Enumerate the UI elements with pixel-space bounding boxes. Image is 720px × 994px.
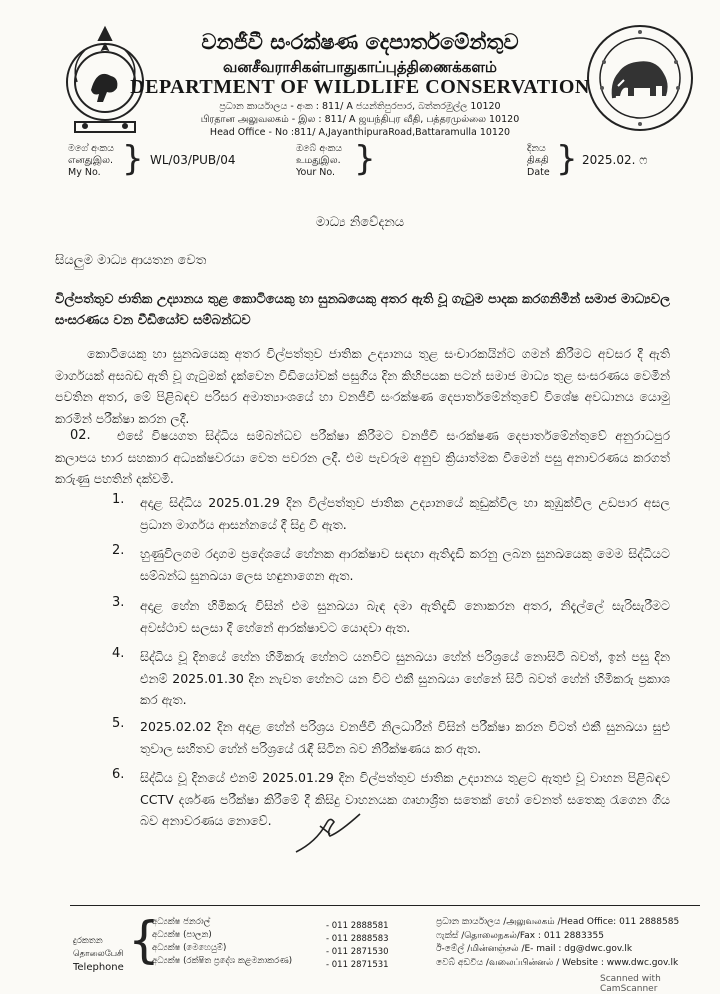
item-5-number: 5. [112, 716, 125, 731]
head-office-phone: ප්‍රධාන කාර්යාලය /அலுவலகம் /Head Office: 011 2888585 [436, 917, 680, 927]
telephone-label-ta: தொலைபேசி [73, 949, 124, 959]
date-label-si: දිනය [527, 143, 546, 154]
your-no-label-si: ඔබේ අංකය [296, 143, 343, 154]
contact-numbers [326, 920, 389, 972]
website-link[interactable]: වෙබ් අඩවිය /வலைப்பின்னல் / Website : www.dwc.gov.lk [436, 957, 679, 968]
brace-icon: { [128, 911, 160, 969]
item-5-text: 2025.02.02 දින අදාළ හේන් පරිශ්‍රය වනජීවී නිලධාරීන් විසින් පරීක්ෂා කරන විටත් එකී සුනඛයා සුළු තුවාල සහිතව හේන් පරිශ්‍රයේ රැඳී සිටින බව නිරීක්ෂණය කර ඇත. [140, 719, 670, 756]
footer-contact-info [436, 916, 679, 970]
email-address[interactable]: ඊ-මේල් /மின்னஞ்சல் /E- mail : dg@dwc.gov.lk [436, 944, 633, 954]
contact-label: අධ්‍යක්ෂ ජනරාල් [152, 917, 211, 927]
footer-divider [70, 905, 700, 906]
date-label-en: Date [527, 167, 550, 178]
item-2-text: හුණුවිලගම රදාගම ප්‍රදේශයේ හේනක ආරක්ෂාව සඳහා ඇතිදැඩි කරනු ලබන සුනඛයෙකු මෙම සිද්ධියට සම්බන්ධ සුනඛයා ලෙස හඳුනාගෙන ඇත. [140, 546, 670, 583]
letterhead-title-sinhala: වනජීවී සංරක්ෂණ දෙපාර්තමේන්තුව [201, 30, 519, 54]
your-no-label-en: Your No. [296, 167, 336, 178]
address-sinhala: ප්‍රධාන කාර්යාලය - අංක : 811/ A ජයන්තිපුරපාර, බත්තරමුල්ල 10120 [219, 101, 501, 112]
paragraph-1: කොටියෙකු හා සුනඛයෙකු අතර විල්පත්තුව ජාතික උද්‍යානය තුළ සංචාරකයින්ට ගමන් කිරීමට අවසර දී ඇති මාර්ගයක් අසබඩ ඇති වූ ගැටුමක් දැක්වෙන වීඩියෝවක් පසුගිය දින කිහිපයක පටන් සමාජ මාධ්‍ය තුළ සංසරණය වෙමින් පවතින අතර, මේ පිළිබඳව පරිසර අමාත්‍යාංශයේ හා වනජීවී සංරක්ෂණ දෙපාර්තමේන්තුවේ විශේෂ අවධානය යොමු කරමින් පරීක්ෂා කරන ලදී. [55, 346, 670, 426]
date-label-ta: திகதி [527, 155, 549, 166]
subject-line: විල්පත්තුව ජාතික උද්‍යානය තුළ කොටියෙකු හා සුනඛයෙකු අතර ඇති වූ ගැටුම පාදක කරගනිමින් සමාජ මාධ්‍යවල සංසරණය වන වීඩියෝව සම්බන්ධව [55, 292, 670, 328]
my-no-label-si: මගේ අංකය [68, 143, 114, 154]
my-no-label [68, 143, 114, 179]
paragraph-2-number: 02. [70, 428, 91, 443]
item-3-number: 3. [112, 595, 125, 610]
my-no-value: WL/03/PUB/04 [150, 153, 236, 167]
my-no-label-en: My No. [68, 167, 101, 178]
item-1-text: අදාළ සිද්ධිය 2025.01.29 දින විල්පත්තුව ජාතික උද්‍යානයේ කුඩුක්විල හා කුඹුක්විල උඩපාර අසල ප්‍රධාන මාර්ගය ආසන්නයේ දී සිදු වී ඇත. [140, 495, 670, 532]
item-1-number: 1. [112, 492, 125, 507]
address-english: Head Office - No :811/ A,JayanthipuraRoad,Battaramulla 10120 [209, 127, 511, 138]
notice-title: මාධ්‍ය නිවේදනය [315, 215, 405, 230]
letterhead-title-tamil: வனசீவராசிகள்பாதுகாப்புத்திணைக்களம் [223, 58, 497, 76]
your-no-label-ta: உமதுஇல. [296, 155, 341, 166]
contact-label: අධ්‍යක්ෂ (පාලන) [152, 930, 212, 940]
contact-labels [152, 916, 292, 968]
brace-icon: } [122, 139, 144, 179]
item-2-number: 2. [112, 543, 125, 558]
brace-icon: } [354, 139, 376, 179]
contact-number: - 011 2888581 [326, 921, 389, 931]
item-4-text: සිද්ධිය වූ දිනයේ හේන හිමිකරු හේනට යනවිට සුනඛයා හේන් පරිශ්‍රයේ නොසිටි බවත්, ඉන් පසු දින එනම් 2025.01.30 දින නැවත හේනට යන විට එකී සුනඛයා හේනේ සිටි බවත් හේන් හිමිකරු ප්‍රකාශ කර ඇත. [140, 649, 670, 707]
my-no-label-ta: எனதுஇல. [68, 155, 114, 166]
contact-number: - 011 2871531 [326, 960, 389, 970]
address-tamil: பிரதான அலுவலகம் - இல : 811/ A ஜயந்திபுர வீதி, பத்தரமுல்லை 10120 [200, 114, 520, 125]
telephone-label-en: Telephone [73, 962, 124, 973]
date-value: 2025.02. ෆ [582, 153, 648, 167]
contact-number: - 011 2888583 [326, 934, 389, 944]
contact-label: අධ්‍යක්ෂ (මෙහෙයුම්) [152, 943, 227, 953]
item-3-text: අදාළ හේන හිමිකරු විසින් එම සුනඛයා බැඳ දමා ඇතිදැඩි නොකරන අතර, නිදැල්ලේ සැරිසැරීමට අවස්ථාව සලසා දී හේනේ ආරක්ෂාවට යොදවා ඇත. [140, 598, 670, 635]
item-6-number: 6. [112, 767, 125, 782]
signature-icon [290, 808, 370, 858]
brace-icon: } [556, 139, 578, 179]
contact-label: අධ්‍යක්ෂ (රක්ෂිත ප්‍රදේශ කළමනාකරණ) [152, 956, 293, 966]
fax-number: ෆැක්ස් /தொலைநகல்/Fax : 011 2883355 [436, 930, 604, 941]
scanner-watermark: Scanned with CamScanner [600, 974, 661, 994]
paragraph-2: එසේ විෂයගත සිද්ධිය සම්බන්ධව පරීක්ෂා කිරීමට වනජීවී සංරක්ෂණ දෙපාර්තමේන්තුවේ අනුරාධපුර කලාපය භාර සහකාර අධ්‍යක්ෂවරයා වෙත පවරන ලදී. එම පැවරුම අනුව ක්‍රියාත්මක වීමෙන් පසු අනාවරණය කරගත් කරුණු පහතින් දක්වමි. [55, 428, 670, 486]
contact-number: - 011 2871530 [326, 947, 389, 957]
date-label [527, 143, 550, 179]
telephone-label-si: දුරකතන [73, 936, 103, 946]
your-no-label [296, 143, 342, 179]
item-6-text: සිද්ධිය වූ දිනයේ එනම් 2025.01.29 දින විල්පත්තුව ජාතික උද්‍යානය තුළට ඇතුළු වූ වාහන පිළිබඳව CCTV දර්ශණ පරීක්ෂා කිරීමේ දී කිසිදු වාහනයක ගෘහාශ්‍රිත සතෙක් හෝ වෙනත් සතෙකු රැගෙන ගිය බව අනාවරණය නොවේ. [140, 770, 670, 828]
item-4-number: 4. [112, 646, 125, 661]
letterhead-title-english: DEPARTMENT OF WILDLIFE CONSERVATION [130, 76, 590, 98]
telephone-label [73, 935, 124, 974]
addressee: සියලුම මාධ්‍ය ආයතන වෙත [55, 253, 207, 268]
